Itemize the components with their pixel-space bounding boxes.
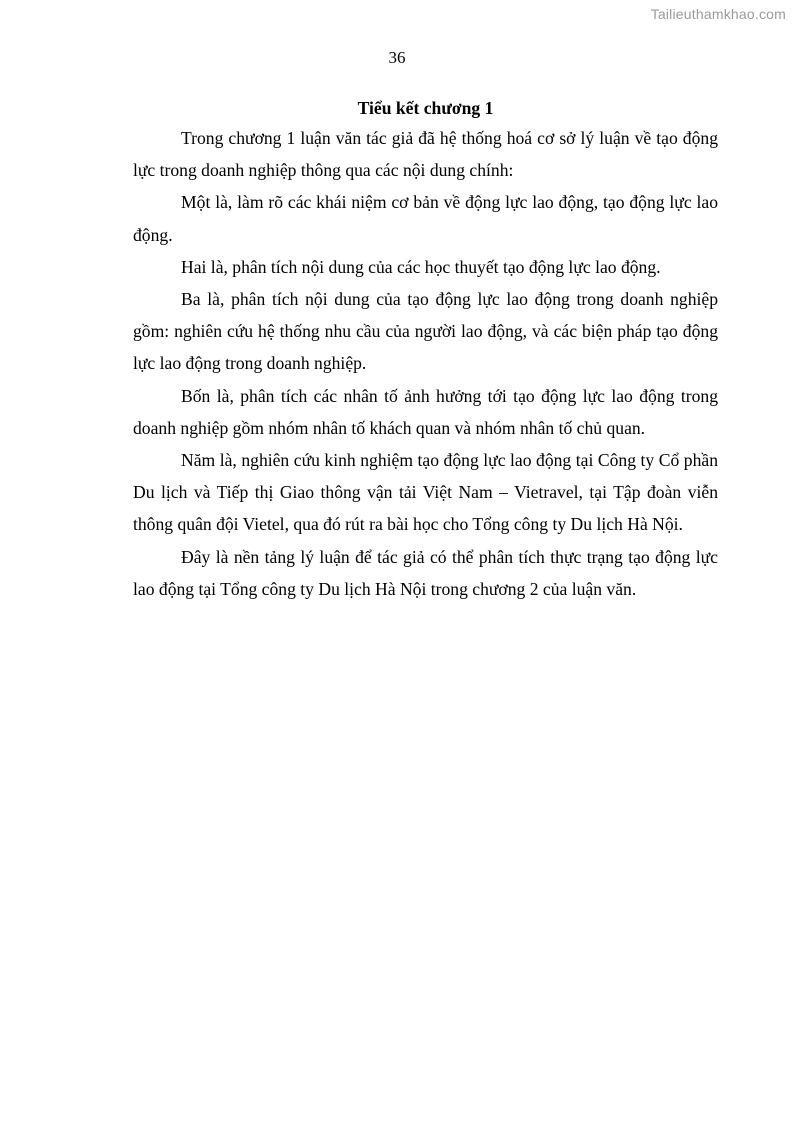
paragraph-point-4: Bốn là, phân tích các nhân tố ảnh hưởng tới tạo động lực lao động trong doanh nghiệp gồm nhóm nhân tố khách quan và nhóm nhân tố chủ quan. (133, 385, 718, 438)
paragraph-point-1: Một là, làm rõ các khái niệm cơ bản về động lực lao động, tạo động lực lao động. (133, 192, 718, 245)
section-heading: Tiểu kết chương 1 (357, 98, 494, 118)
document-body (133, 95, 718, 605)
paragraph-point-5: Năm là, nghiên cứu kinh nghiệm tạo động lực lao động tại Công ty Cổ phần Du lịch và Tiếp thị Giao thông vận tải Việt Nam – Vietravel, tại Tập đoàn viễn thông quân đội Vietel, qua đó rút ra bài học cho Tổng công ty Du lịch Hà Nội. (133, 450, 718, 535)
paragraph-point-2: Hai là, phân tích nội dung của các học thuyết tạo động lực lao động. (181, 256, 661, 277)
paragraph-conclusion: Đây là nền tảng lý luận để tác giả có thể phân tích thực trạng tạo động lực lao động tại Tổng công ty Du lịch Hà Nội trong chương 2 của luận văn. (133, 546, 718, 599)
watermark-text: Tailieuthamkhao.com (650, 6, 786, 22)
page-number: 36 (388, 48, 406, 67)
paragraph-point-3: Ba là, phân tích nội dung của tạo động lực lao động trong doanh nghiệp gồm: nghiên cứu hệ thống nhu cầu của người lao động, và các biện pháp tạo động lực lao động trong doanh nghiệp. (133, 289, 718, 374)
paragraph-intro: Trong chương 1 luận văn tác giả đã hệ thống hoá cơ sở lý luận về tạo động lực trong doanh nghiệp thông qua các nội dung chính: (133, 128, 718, 181)
